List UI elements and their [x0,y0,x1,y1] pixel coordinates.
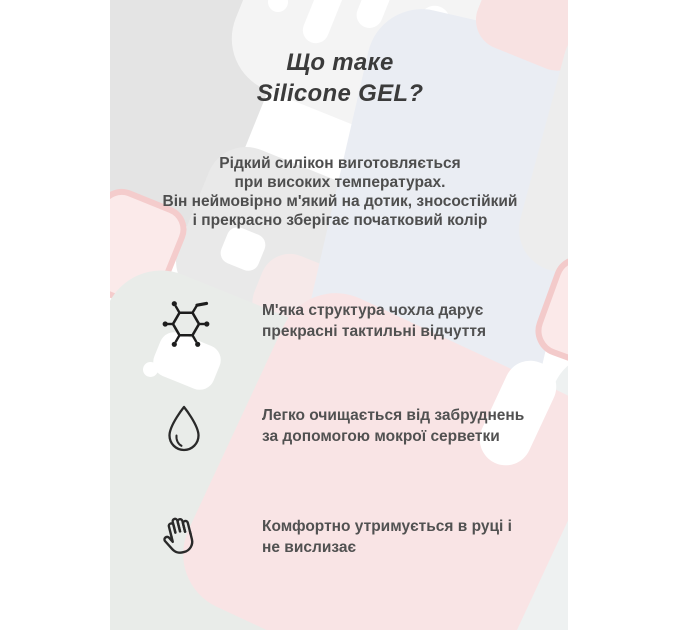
intro-text [0,154,680,230]
molecule-icon [162,294,210,355]
intro-line: Він неймовірно м'який на дотик, зносостійкий [162,193,518,210]
feature-text-soft-structure: М'яка структура чохла дарує прекрасні тактильні відчуття [262,302,487,340]
feature-text-easy-clean: Легко очищається від забруднень за допомогою мокрої серветки [262,407,525,445]
title-line-2: Silicone GEL? [256,80,424,107]
page-title [0,47,680,109]
hand-icon [152,508,204,569]
intro-line: і прекрасно зберігає початковий колір [192,212,488,229]
intro-line: Рідкий силікон виготовляється [219,155,461,172]
water-drop-icon [165,404,203,459]
feature-text-comfort-grip: Комфортно утримується в руці і не вислизає [262,518,512,556]
intro-line: при високих температурах. [234,174,446,191]
title-line-1: Що таке [286,49,394,76]
